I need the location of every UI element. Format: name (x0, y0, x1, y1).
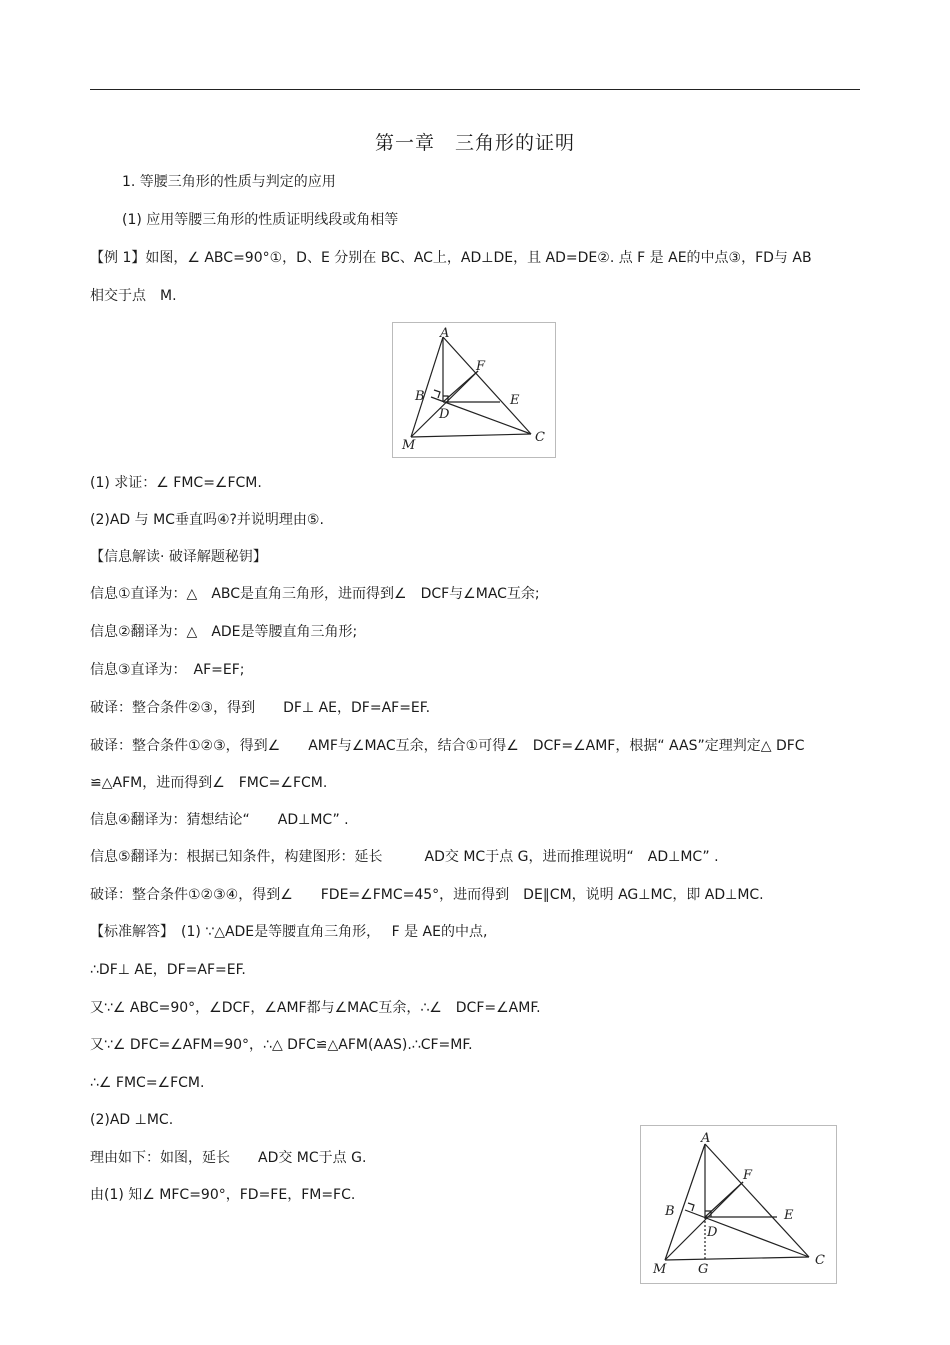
point-label-m2: M (653, 1262, 667, 1277)
info-3: 信息③直译为： AF=EF; (90, 662, 245, 678)
point-label-d2: D (707, 1225, 718, 1240)
info-heading: 【信息解读· 破译解题秘钥】 (90, 549, 267, 565)
example-text-2: 相交于点 M. (90, 288, 177, 304)
decode-3: 破译：整合条件①②③④，得到∠ FDE=∠FMC=45°，进而得到 DE∥CM，说明 AG⊥MC，即 AD⊥MC. (90, 887, 764, 903)
answer-line-5: (2)AD ⊥MC. (90, 1112, 174, 1128)
point-label-m: M (402, 438, 416, 453)
answer-line-7: 由(1) 知∠ MFC=90°，FD=FE，FM=FC. (90, 1187, 356, 1203)
point-label-b: B (415, 389, 425, 404)
answer-line-4: ∴∠ FMC=∠FCM. (90, 1075, 205, 1091)
answer-line-6: 理由如下：如图，延长 AD交 MC于点 G. (90, 1150, 367, 1166)
point-label-g2: G (698, 1262, 709, 1277)
info-5: 信息⑤翻译为：根据已知条件，构建图形：延长 AD交 MC于点 G，进而推理说明“ AD⊥MC” . (90, 849, 719, 865)
chapter-title: 第一章 三角形的证明 (374, 132, 575, 154)
point-label-b2: B (665, 1204, 675, 1219)
point-label-f: F (476, 359, 486, 374)
answer-line-1: ∴DF⊥ AE，DF=AF=EF. (90, 962, 246, 978)
geometry-figure-1 (392, 322, 556, 458)
info-1: 信息①直译为：△ ABC是直角三角形，进而得到∠ DCF与∠MAC互余; (90, 586, 540, 602)
answer-line-3: 又∵∠ DFC=∠AFM=90°，∴△ DFC≌△AFM(AAS).∴CF=MF. (90, 1037, 473, 1053)
point-label-d: D (439, 407, 450, 422)
decode-2a: 破译：整合条件①②③，得到∠ AMF与∠MAC互余，结合①可得∠ DCF=∠AMF，根据“ AAS”定理判定△ DFC (90, 738, 805, 754)
standard-answer-heading: 【标准解答】 (1) ∵△ADE是等腰直角三角形， F 是 AE的中点, (90, 924, 488, 940)
subsection-heading: (1) 应用等腰三角形的性质证明线段或角相等 (122, 212, 399, 228)
point-label-e2: E (784, 1208, 794, 1223)
point-label-a: A (440, 326, 450, 341)
question-2: (2)AD 与 MC垂直吗④?并说明理由⑤. (90, 512, 324, 528)
info-4: 信息④翻译为：猜想结论“ AD⊥MC” . (90, 812, 349, 828)
question-1: (1) 求证：∠ FMC=∠FCM. (90, 475, 262, 491)
section-heading: 1. 等腰三角形的性质与判定的应用 (122, 174, 336, 190)
example-text-1: 【例 1】如图，∠ ABC=90°①，D、E 分别在 BC、AC上，AD⊥DE，且 AD=DE②. 点 F 是 AE的中点③，FD与 AB (90, 250, 812, 266)
decode-1: 破译：整合条件②③，得到 DF⊥ AE，DF=AF=EF. (90, 700, 431, 716)
info-2: 信息②翻译为：△ ADE是等腰直角三角形; (90, 624, 358, 640)
point-label-c2: C (815, 1253, 825, 1268)
point-label-e: E (510, 393, 520, 408)
point-label-a2: A (701, 1131, 711, 1146)
geometry-figure-2 (640, 1125, 837, 1284)
header-rule (90, 89, 860, 90)
point-label-f2: F (743, 1168, 753, 1183)
answer-line-2: 又∵∠ ABC=90°，∠DCF，∠AMF都与∠MAC互余，∴∠ DCF=∠AMF. (90, 1000, 541, 1016)
point-label-c: C (535, 430, 545, 445)
decode-2b: ≌△AFM，进而得到∠ FMC=∠FCM. (90, 775, 328, 791)
